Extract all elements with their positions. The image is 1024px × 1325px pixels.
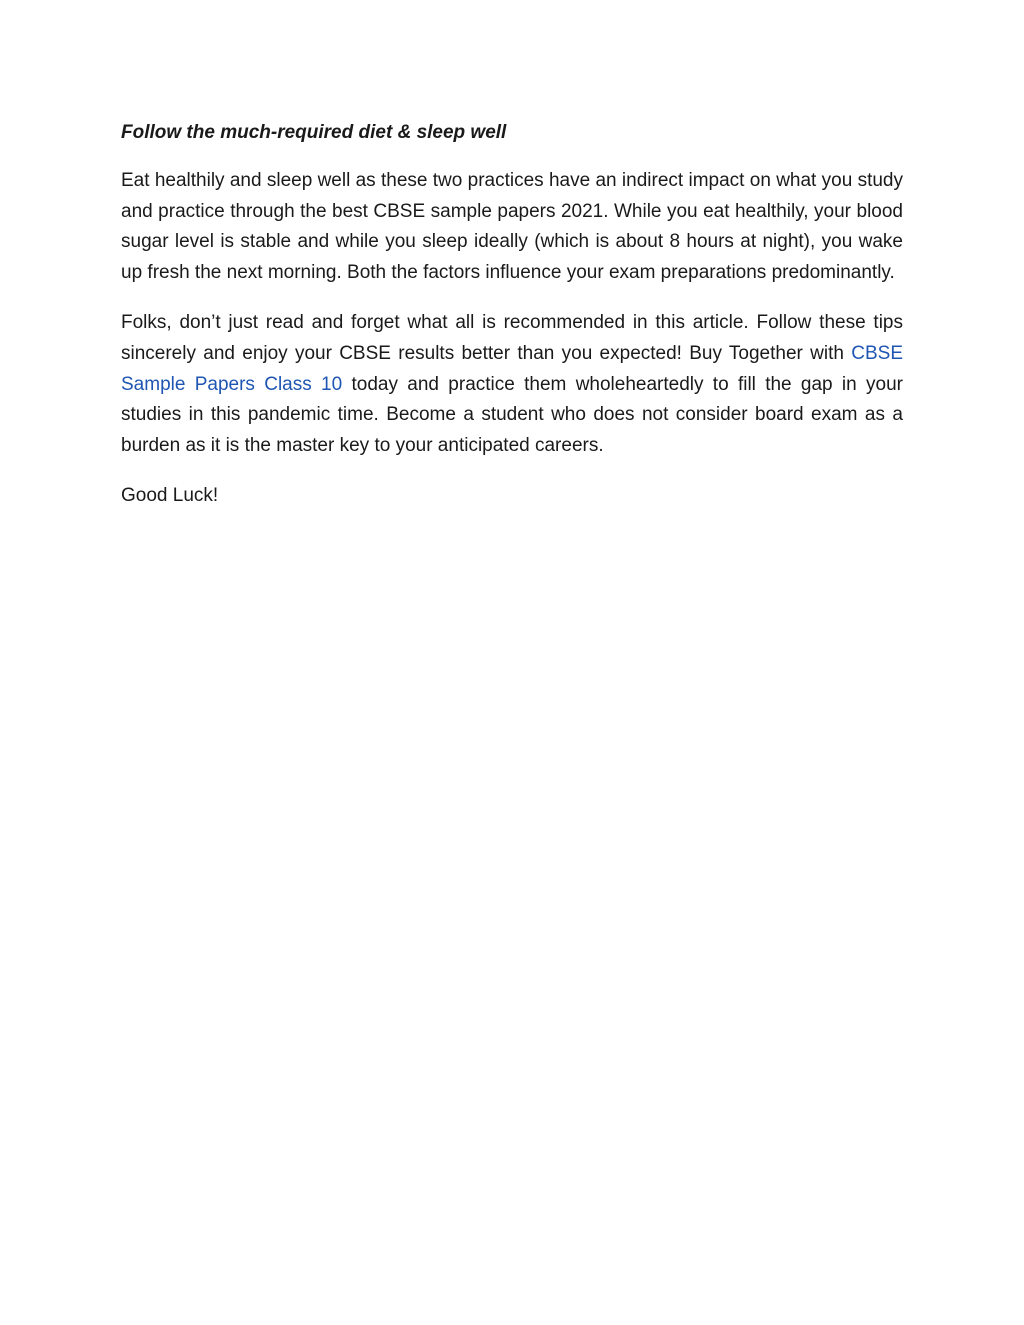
document-body (121, 118, 903, 512)
paragraph-recommendation (121, 308, 903, 461)
cbse-sample-papers-link[interactable]: CBSE Sample Papers Class 10 (121, 342, 903, 395)
paragraph-text-after-link: today and practice them wholeheartedly to fill the gap in your studies in this pandemic time. Become a student who does not consider board exam as a burden as it is the master key to your anticipated careers. (121, 373, 903, 456)
paragraph-diet-sleep: Eat healthily and sleep well as these two practices have an indirect impact on what you study and practice through the best CBSE sample papers 2021. While you eat healthily, your blood sugar level is stable and while you sleep ideally (which is about 8 hours at night), you wake up fresh the next morning. Both the factors influence your exam preparations predominantly. (121, 170, 903, 283)
section-heading: Follow the much-required diet & sleep well (121, 122, 507, 143)
closing-line: Good Luck! (121, 485, 219, 507)
paragraph-text-before-link: Folks, don’t just read and forget what all is recommended in this article. Follow these tips sincerely and enjoy your CBSE results better than you expected! Buy Together with (121, 312, 903, 364)
